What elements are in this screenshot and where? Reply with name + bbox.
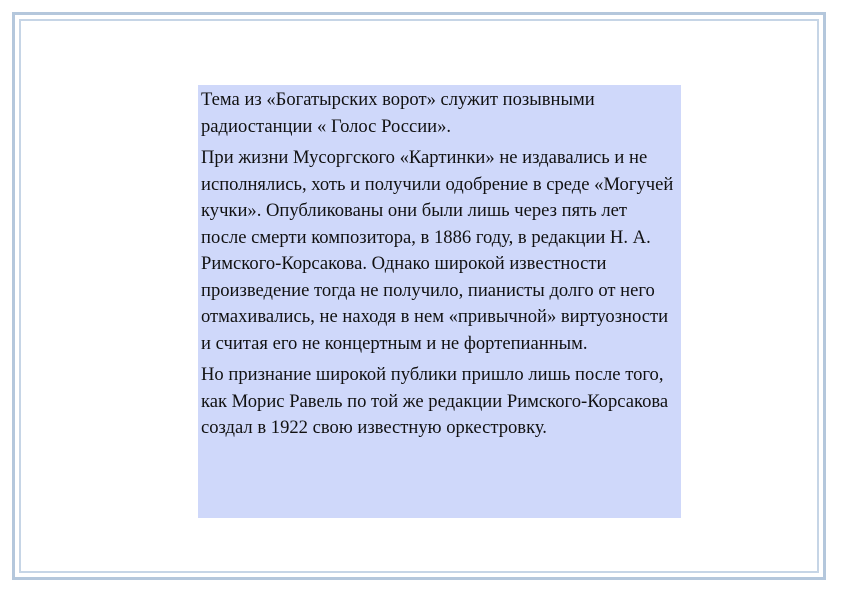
paragraph-radio-theme: Тема из «Богатырских ворот» служит позывными радиостанции « Голос России». — [201, 89, 595, 137]
text-box — [198, 85, 681, 518]
paragraph-publication-history: При жизни Мусоргского «Картинки» не издавались и не исполнялись, хоть и получили одобрение в среде «Могучей кучки». Опубликованы они были лишь через пять лет после смерти композитора, в 1886 году, в редакции Н. А. Римского-Корсакова. Однако широкой известности произведение тогда не получило, пианисты долго от него отмахивались, не находя в нем «привычной» виртуозности и считая его не концертным и не фортепианным. — [201, 147, 674, 354]
paragraph-ravel-orchestration: Но признание широкой публики пришло лишь после того, как Морис Равель по той же редакции Римского-Корсакова создал в 1922 свою известную оркестровку. — [201, 364, 669, 438]
